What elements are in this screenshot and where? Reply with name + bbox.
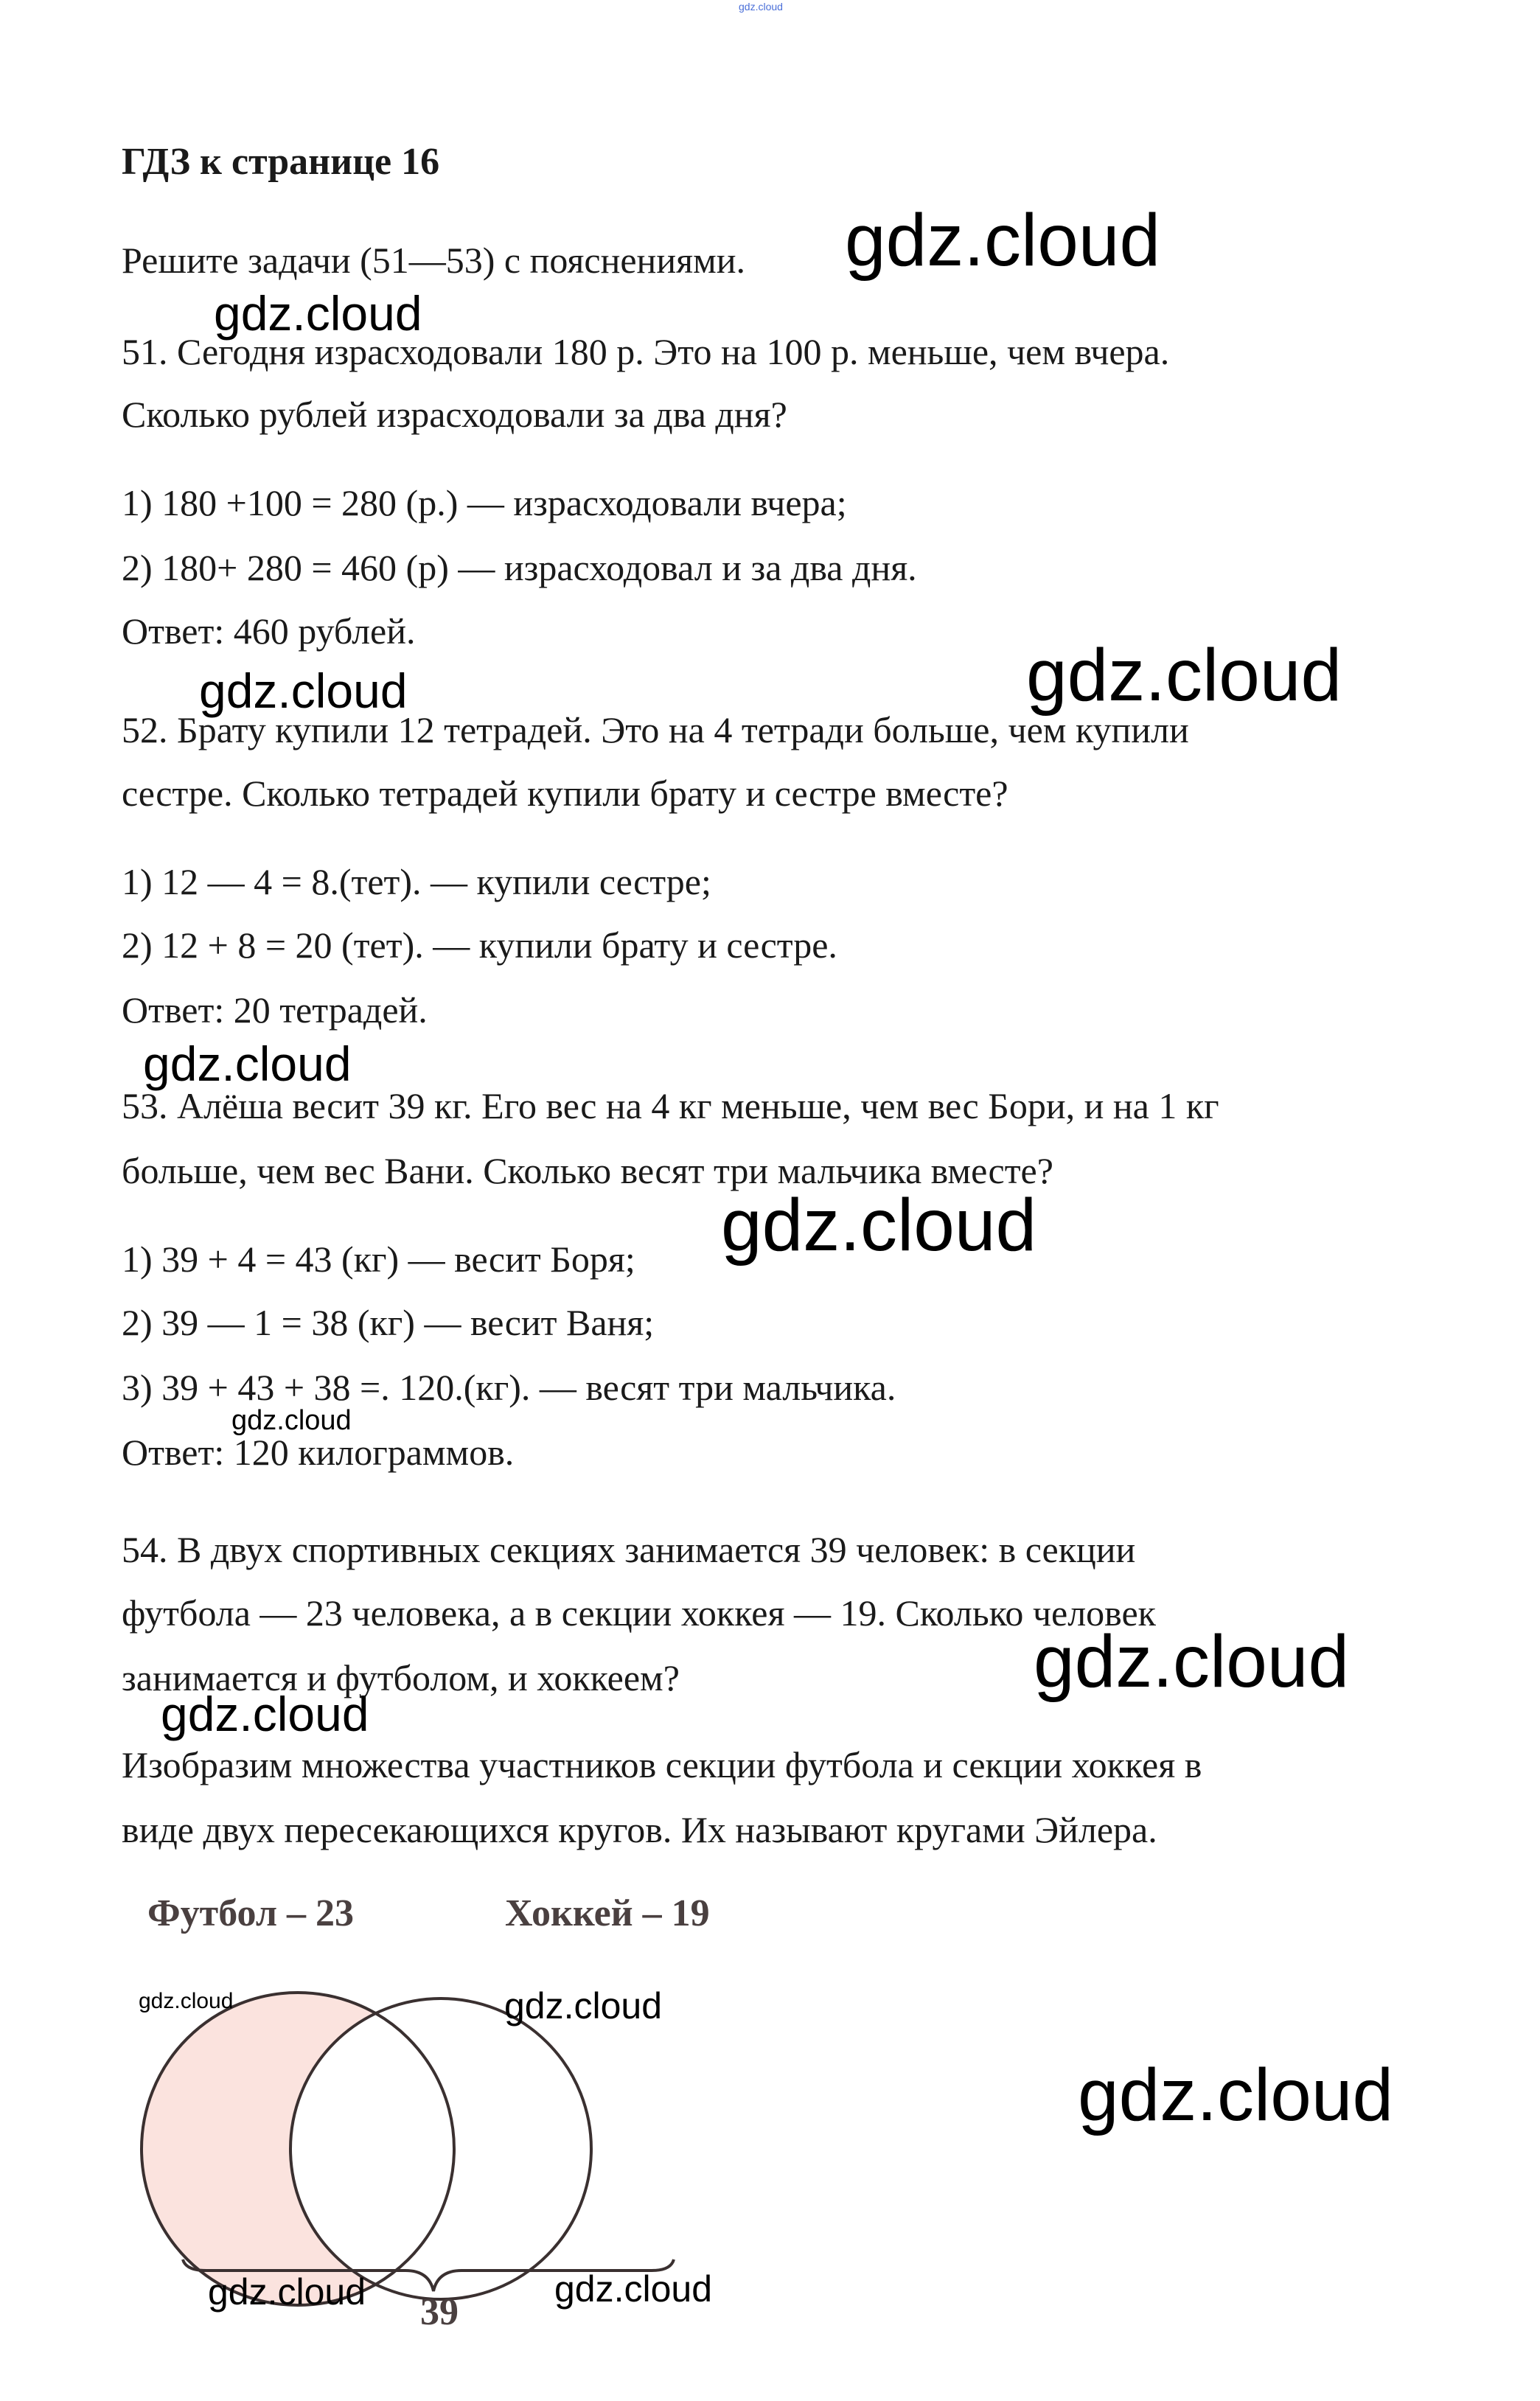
problem-54-line-1: 54. В двух спортивных секциях занимается 39 человек: в секции — [122, 1529, 1136, 1570]
problem-51-line-1: 51. Сегодня израсходовали 180 р. Это на 100 р. меньше, чем вчера. — [122, 331, 1170, 372]
problem-54-explanation-1: Изобразим множества участников секции футбола и секции хоккея в — [122, 1744, 1202, 1785]
watermark: gdz.cloud — [845, 199, 1161, 282]
problem-53-answer: Ответ: 120 килограммов. — [122, 1432, 515, 1473]
problem-51-answer: Ответ: 460 рублей. — [122, 610, 416, 652]
watermark: gdz.cloud — [554, 2268, 713, 2310]
watermark: gdz.cloud — [1026, 634, 1342, 717]
problem-51-step-1: 1) 180 +100 = 280 (р.) — израсходовали вчера; — [122, 482, 847, 523]
watermark: gdz.cloud — [208, 2271, 366, 2313]
total-label: 39 — [420, 2291, 459, 2329]
watermark: gdz.cloud — [139, 1989, 234, 2013]
watermark: gdz.cloud — [721, 1184, 1037, 1266]
problem-54-line-2: футбола — 23 человека, а в секции хоккея — 19. Сколько человек — [122, 1592, 1156, 1634]
problem-53-step-2: 2) 39 — 1 = 38 (кг) — весит Ваня; — [122, 1302, 655, 1343]
problem-52-line-1: 52. Брату купили 12 тетрадей. Это на 4 тетради больше, чем купили — [122, 709, 1189, 750]
problem-53-line-1: 53. Алёша весит 39 кг. Его вес на 4 кг меньше, чем вес Бори, и на 1 кг — [122, 1085, 1219, 1126]
watermark: gdz.cloud — [199, 663, 408, 718]
watermark: gdz.cloud — [161, 1687, 369, 1741]
football-label: Футбол – 23 — [147, 1892, 355, 1934]
page-title: ГДЗ к странице 16 — [122, 141, 440, 183]
watermark: gdz.cloud — [504, 1985, 663, 2027]
hockey-label: Хоккей – 19 — [505, 1892, 710, 1934]
problem-52-step-1: 1) 12 — 4 = 8.(тет). — купили сестре; — [122, 861, 711, 902]
problem-52-step-2: 2) 12 + 8 = 20 (тет). — купили брату и сестре. — [122, 924, 837, 966]
problem-54-line-3: занимается и футболом, и хоккеем? — [122, 1657, 680, 1698]
problem-54-explanation-2: виде двух пересекающихся кругов. Их называют кругами Эйлера. — [122, 1809, 1157, 1850]
watermark: gdz.cloud — [1034, 1620, 1350, 1703]
problem-51-step-2: 2) 180+ 280 = 460 (р) — израсходовал и за два дня. — [122, 547, 917, 588]
problem-53-line-2: больше, чем вес Вани. Сколько весят три мальчика вместе? — [122, 1150, 1053, 1191]
watermark: gdz.cloud — [143, 1036, 352, 1091]
problem-53-step-1: 1) 39 + 4 = 43 (кг) — весит Боря; — [122, 1238, 635, 1280]
watermark: gdz.cloud — [231, 1405, 352, 1436]
problem-52-answer: Ответ: 20 тетрадей. — [122, 989, 428, 1031]
problem-51-line-2: Сколько рублей израсходовали за два дня? — [122, 394, 787, 435]
problem-53-step-3: 3) 39 + 43 + 38 =. 120.(кг). — весят три мальчика. — [122, 1367, 896, 1408]
hockey-circle — [290, 1998, 591, 2299]
watermark: gdz.cloud — [214, 286, 422, 341]
watermark: gdz.cloud — [1078, 2054, 1394, 2136]
intro-text: Решите задачи (51—53) с пояснениями. — [122, 240, 745, 281]
problem-52-line-2: сестре. Сколько тетрадей купили брату и сестре вместе? — [122, 773, 1008, 814]
euler-diagram — [133, 1887, 796, 2329]
top-watermark: gdz.cloud — [739, 1, 783, 13]
